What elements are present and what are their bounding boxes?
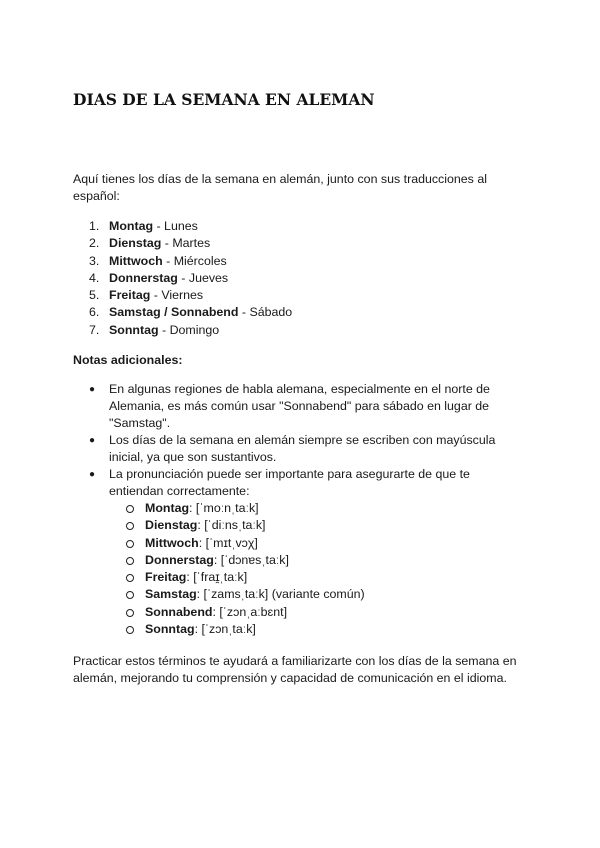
day-number: 7. bbox=[89, 322, 100, 337]
pronunciation-ipa: : [ˈzɔnˌtaːk] bbox=[194, 622, 256, 637]
days-list bbox=[73, 218, 292, 339]
pronunciation-item bbox=[109, 500, 523, 517]
day-item bbox=[73, 287, 292, 304]
day-number: 4. bbox=[89, 270, 100, 285]
hollow-bullet-icon bbox=[126, 540, 134, 548]
day-german: Dienstag bbox=[109, 236, 162, 251]
pronunciation-item bbox=[109, 621, 523, 638]
pronunciation-item bbox=[109, 586, 523, 603]
day-item bbox=[73, 235, 292, 252]
day-number: 3. bbox=[89, 253, 100, 268]
hollow-bullet-icon bbox=[126, 609, 134, 617]
day-number: 6. bbox=[89, 305, 100, 320]
pronunciation-item bbox=[109, 569, 523, 586]
day-german: Mittwoch bbox=[109, 253, 163, 268]
pronunciation-ipa: : [ˈdɔnɐsˌtaːk] bbox=[213, 552, 289, 567]
note-text: Los días de la semana en alemán siempre se escriben con mayúscula inicial, ya que son sustantivos. bbox=[109, 433, 496, 464]
pronunciation-word: Donnerstag bbox=[145, 552, 214, 567]
day-spanish: - Sábado bbox=[238, 305, 293, 320]
day-number: 5. bbox=[89, 288, 100, 303]
notes-list bbox=[73, 381, 523, 638]
day-spanish: - Viernes bbox=[150, 288, 204, 303]
pronunciation-ipa: : [ˈdiːnsˌtaːk] bbox=[197, 518, 266, 533]
document-title: DIAS DE LA SEMANA EN ALEMAN bbox=[73, 90, 375, 109]
intro-paragraph: Aquí tienes los días de la semana en alemán, junto con sus traducciones al español: bbox=[73, 172, 487, 203]
hollow-bullet-icon bbox=[126, 591, 134, 599]
pronunciation-ipa: : [ˈzamsˌtaːk] (variante común) bbox=[196, 587, 365, 602]
bullet-icon: ● bbox=[89, 435, 96, 446]
note-text: La pronunciación puede ser importante para asegurarte de que te entiendan correctamente: bbox=[109, 467, 470, 498]
note-item bbox=[73, 466, 523, 638]
pronunciation-ipa: : [ˈmɪtˌvɔχ] bbox=[198, 535, 258, 550]
day-german: Montag bbox=[109, 219, 154, 233]
closing-paragraph: Practicar estos términos te ayudará a familiarizarte con los días de la semana en alemán, mejorando tu comprensión y capacidad de comunicación en el idioma. bbox=[73, 654, 517, 685]
day-spanish: - Domingo bbox=[158, 322, 220, 337]
pronunciation-word: Freitag bbox=[145, 570, 187, 585]
pronunciation-word: Dienstag bbox=[145, 518, 198, 533]
day-item bbox=[73, 253, 292, 270]
pronunciation-word: Mittwoch bbox=[145, 535, 199, 550]
pronunciation-word: Samstag bbox=[145, 587, 197, 602]
day-german: Donnerstag bbox=[109, 270, 178, 285]
day-number: 1. bbox=[89, 219, 100, 233]
day-spanish: - Lunes bbox=[153, 219, 198, 233]
pronunciation-list bbox=[109, 500, 523, 638]
pronunciation-item bbox=[109, 535, 523, 552]
day-spanish: - Jueves bbox=[177, 270, 229, 285]
hollow-bullet-icon bbox=[126, 557, 134, 565]
hollow-bullet-icon bbox=[126, 626, 134, 634]
pronunciation-item bbox=[109, 517, 523, 534]
pronunciation-item bbox=[109, 604, 523, 621]
note-text: En algunas regiones de habla alemana, especialmente en el norte de Alemania, es más común usar "Sonnabend" para sábado en lugar de "Samstag". bbox=[109, 382, 490, 430]
day-item bbox=[73, 304, 292, 321]
day-item bbox=[73, 322, 292, 339]
day-german: Samstag / Sonnabend bbox=[109, 305, 239, 320]
pronunciation-ipa: : [ˈzɔnˌaːbɛnt] bbox=[212, 604, 288, 619]
day-german: Freitag bbox=[109, 288, 151, 303]
bullet-icon: ● bbox=[89, 469, 96, 480]
day-item bbox=[73, 218, 292, 235]
pronunciation-item bbox=[109, 552, 523, 569]
notes-heading: Notas adicionales: bbox=[73, 353, 183, 367]
day-spanish: - Martes bbox=[161, 236, 211, 251]
day-german: Sonntag bbox=[109, 322, 159, 337]
pronunciation-word: Sonntag bbox=[145, 622, 195, 637]
pronunciation-word: Sonnabend bbox=[145, 604, 213, 619]
pronunciation-ipa: : [ˈmoːnˌtaːk] bbox=[189, 501, 259, 515]
bullet-icon: ● bbox=[89, 384, 96, 395]
note-item bbox=[73, 432, 523, 466]
hollow-bullet-icon bbox=[126, 505, 134, 513]
hollow-bullet-icon bbox=[126, 574, 134, 582]
day-item bbox=[73, 270, 292, 287]
day-number: 2. bbox=[89, 236, 100, 251]
day-spanish: - Miércoles bbox=[162, 253, 227, 268]
hollow-bullet-icon bbox=[126, 522, 134, 530]
note-item bbox=[73, 381, 523, 432]
pronunciation-ipa: : [ˈfraɪ̯ˌtaːk] bbox=[186, 570, 248, 585]
pronunciation-word: Montag bbox=[145, 501, 190, 515]
